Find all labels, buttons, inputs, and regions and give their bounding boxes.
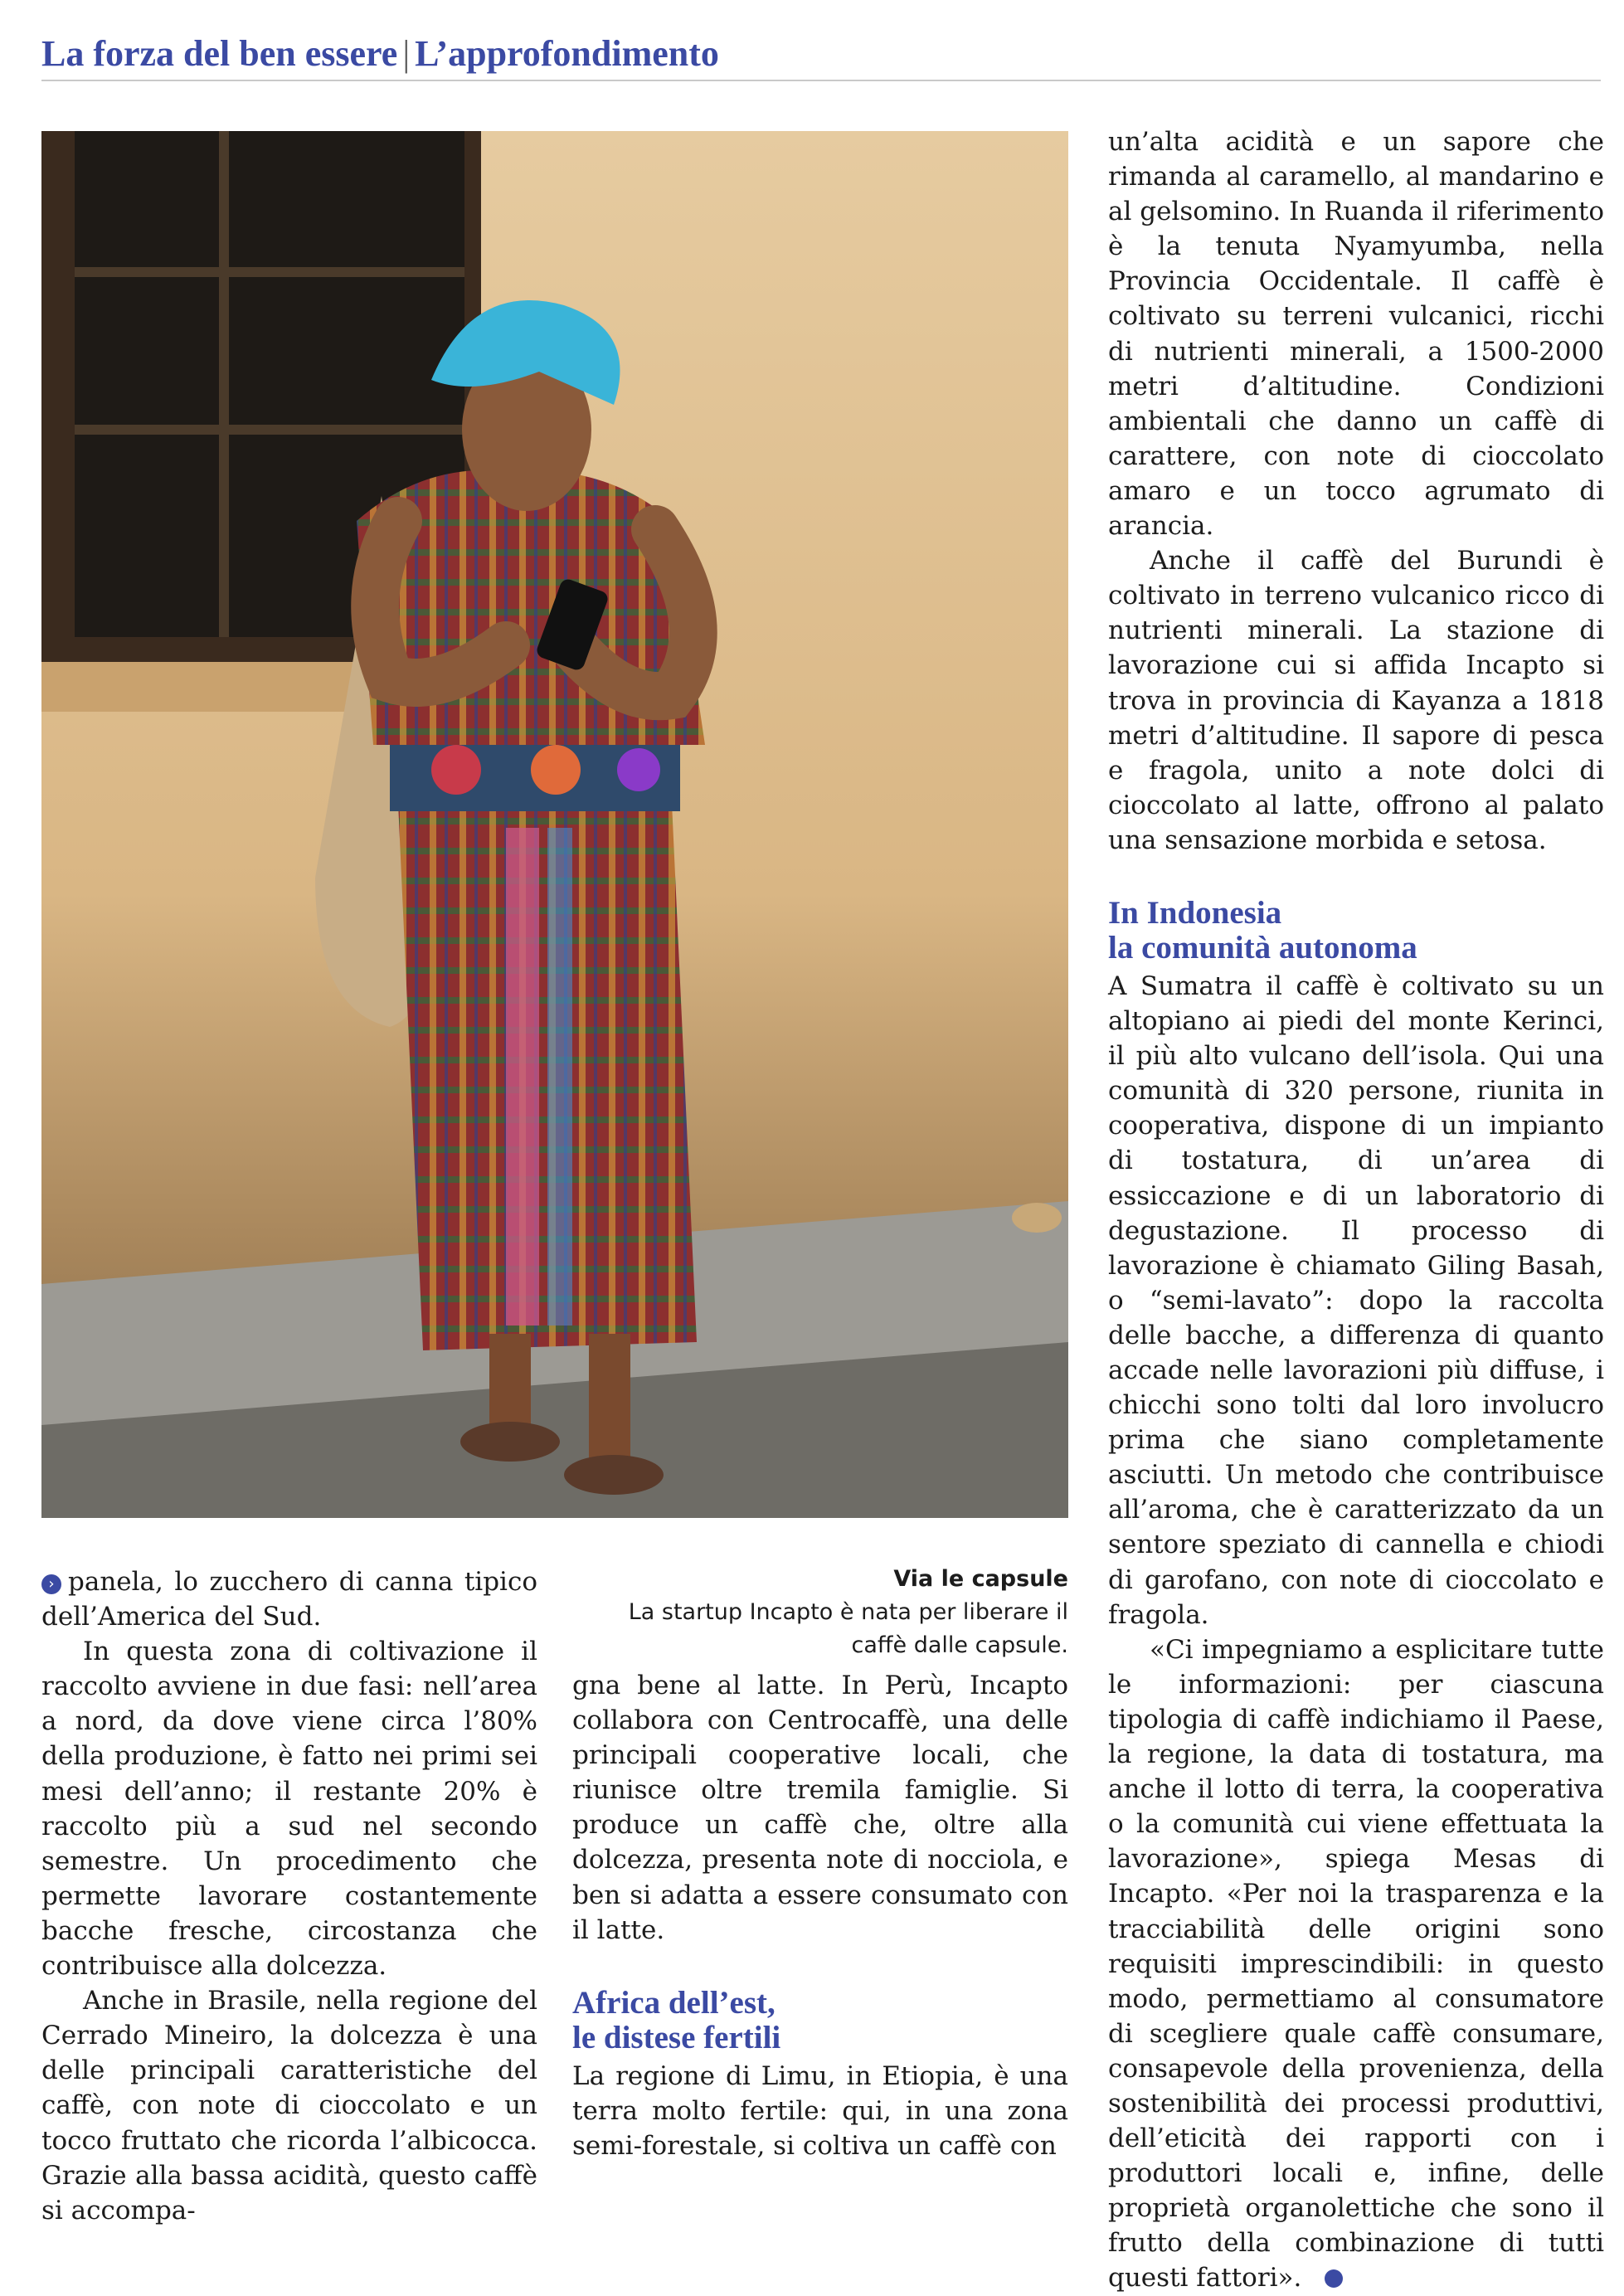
- paragraph-text: «Ci impegniamo a esplicitare tutte le informazioni: per ciascuna tipologia di caffè indichiamo il Paese, la regione, la data di tostatura, ma anche il lotto di terra, la cooperativa o la comunità cui viene effettuata la lavorazione», spiega Mesas di Incapto. «Per noi la trasparenza e la tracciabilità delle origini sono requisiti imprescindibili: in questo modo, permettiamo al consumatore di scegliere quale caffè consumare, consapevole della provenienza, della sostenibilità dei processi produttivi, dell’eticità dei rapporti con i produttori locali e, infine, delle proprietà organolettiche che sono il frutto della combinazione di tutti questi fattori».: [1108, 1634, 1604, 2294]
- subheading-indonesia: [1108, 896, 1604, 966]
- article-photo: [41, 131, 1068, 1518]
- end-of-article-dot-icon: [1325, 2269, 1343, 2288]
- photo-caption: [572, 1563, 1068, 1662]
- subheading-line: In Indonesia: [1108, 894, 1282, 931]
- paragraph: In questa zona di coltivazione il raccolto avviene in due fasi: nell’area a nord, da dove viene circa l’80% della produzione, è fatto nei primi sei mesi dell’anno; il restante 20% è raccolto più a sud nel secondo semestre. Un procedimento che permette lavorare costantemente bacche fresche, circostanza che contribuisce alla dolcezza.: [41, 1637, 537, 1982]
- arrow-right-circle-icon: ›: [41, 1574, 61, 1594]
- caption-text: La startup Incapto è nata per liberare il caffè dalle capsule.: [628, 1599, 1068, 1658]
- paragraph: [1108, 1632, 1604, 2296]
- article-column-3: [1108, 124, 1604, 2296]
- section-topic: L’approfondimento: [415, 33, 719, 74]
- paragraph: Anche il caffè del Burundi è coltivato in terreno vulcanico ricco di nutrienti minerali. La stazione di lavorazione cui si affida Incapto si trova in provincia di Kayanza a 1818 metri d’altitudine. Il sapore di pesca e fragola, unito a note dolci di cioccolato al latte, offrono al palato una sensazione morbida e setosa.: [1108, 546, 1604, 855]
- paragraph: [41, 1564, 537, 1634]
- paragraph-text: panela, lo zucchero di canna tipico dell’America del Sud.: [41, 1567, 537, 1632]
- paragraph: La regione di Limu, in Etiopia, è una terra molto fertile: qui, in una zona semi-forestale, si coltiva un caffè con: [572, 2060, 1068, 2161]
- paragraph: Anche in Brasile, nella regione del Cerrado Mineiro, la dolcezza è una delle principali caratteristiche del caffè, con note di cioccolato e un tocco fruttato che ricorda l’albicocca. Grazie alla bassa acidità, questo caffè si accompa-: [41, 1986, 537, 2225]
- subheading-line: la comunità autonoma: [1108, 929, 1417, 966]
- paragraph: un’alta acidità e un sapore che rimanda al caramello, al mandarino e al gelsomino. In Ruanda il riferimento è la tenuta Nyamyumba, nella Provincia Occidentale. Il caffè è coltivato su terreni vulcanici, ricchi di nutrienti minerali, a 1500-2000 metri d’altitudine. Condizioni ambientali che danno un caffè di carattere, con note di cioccolato amaro e un tocco agrumato di arancia.: [1108, 127, 1604, 542]
- caption-title: Via le capsule: [893, 1566, 1068, 1592]
- section-header: [41, 30, 1601, 81]
- paragraph: gna bene al latte. In Perù, Incapto collabora con Centrocaffè, una delle principali cooperative locali, che riunisce oltre tremila famiglie. Si produce un caffè che, oltre alla dolcezza, presenta note di nocciola, e ben si adatta a essere consumato con il latte.: [572, 1671, 1068, 1945]
- section-name: La forza del ben essere: [41, 33, 398, 74]
- subheading-africa: [572, 1986, 1068, 2055]
- subheading-line: le distese fertili: [572, 2019, 781, 2055]
- article-column-1: [41, 1564, 537, 2228]
- paragraph: A Sumatra il caffè è coltivato su un altopiano ai piedi del monte Kerinci, il più alto vulcano dell’isola. Qui una comunità di 320 persone, riunita in cooperativa, dispone di un impianto di tostatura, di un’area di essiccazione e di un laboratorio di degustazione. Il processo di lavorazione è chiamato Giling Basah, o “semi-lavato”: dopo la raccolta delle bacche, a differenza di quanto accade nelle lavorazioni più diffuse, i chicchi sono tolti dal loro involucro prima che siano completamente asciutti. Un metodo che contribuisce all’aroma, che è caratterizzato da un sentore speziato di cannella e chiodi di garofano, con note di cioccolato e fragola.: [1108, 970, 1604, 1630]
- photo-woman-phone-icon: [41, 131, 1068, 1518]
- subheading-line: Africa dell’est,: [572, 1984, 776, 2021]
- article-column-2: [572, 1668, 1068, 2163]
- header-separator: |: [402, 33, 411, 74]
